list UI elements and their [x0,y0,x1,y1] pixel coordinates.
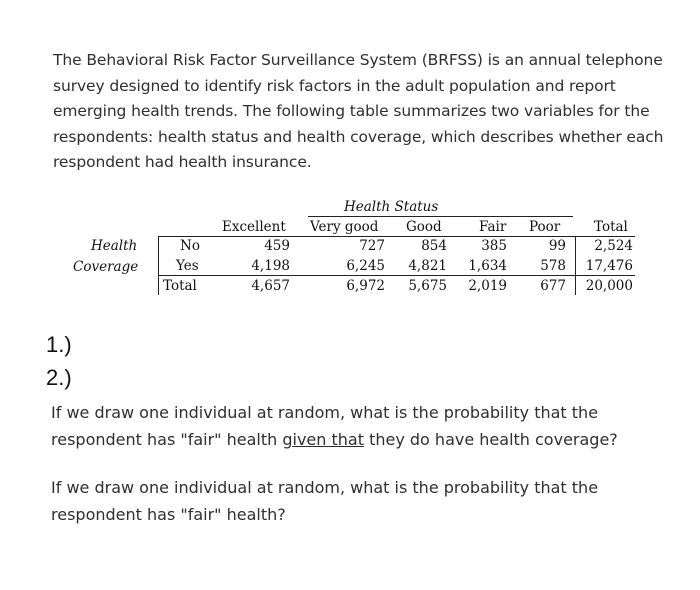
table-cell: 578 [540,258,566,274]
table-cell: 17,476 [585,258,633,274]
table-cell: 1,634 [468,258,507,274]
question-1-part2: they do have health coverage? [364,430,618,449]
table-cell: 854 [421,238,447,254]
question-1-given-that: given that [282,430,364,449]
header-rule [308,216,573,217]
table-cell: 4,198 [251,258,290,274]
row-label-total: Total [163,278,197,294]
table-rule [158,236,635,237]
table-cell: 6,245 [346,258,385,274]
table-cell: 99 [548,238,566,254]
table-cell: 2,019 [468,278,507,294]
table-cell: 677 [540,278,566,294]
col-header-excellent: Excellent [222,219,286,235]
col-header-total: Total [594,219,628,235]
table-cell: 4,657 [251,278,290,294]
table-vrule [575,236,576,295]
table-cell: 4,821 [408,258,447,274]
row-label-yes: Yes [176,258,199,274]
row-label-no: No [180,238,200,254]
question-1 [51,399,671,453]
table-cell: 20,000 [585,278,633,294]
col-header-very-good: Very good [310,219,379,235]
intro-paragraph: The Behavioral Risk Factor Surveillance System (BRFSS) is an annual telephone survey designed to identify risk factors in the adult population and report emerging health trends. The following table summarizes two variables for the respondents: health status and health coverage, which describes whether each respondent had health insurance. [53,51,664,171]
table-rule [158,275,635,276]
table-cell: 2,524 [594,238,633,254]
col-header-fair: Fair [479,219,507,235]
row-header-coverage: Coverage [73,259,139,275]
question-2: If we draw one individual at random, what is the probability that the respondent has "fair" health? [51,478,599,524]
table-cell: 459 [264,238,290,254]
table-vrule [158,236,159,295]
row-header-health: Health [91,238,138,254]
col-header-good: Good [406,219,442,235]
question-1-part1: If we draw one individual at random, what is the probability that the respondent has "fair" health [51,403,599,449]
table-cell: 727 [359,238,385,254]
table-cell: 6,972 [346,278,385,294]
table-title: Health Status [344,199,439,215]
table-cell: 385 [481,238,507,254]
table-cell: 5,675 [408,278,447,294]
marker-1: 1.) [46,332,72,357]
marker-2: 2.) [46,365,72,390]
col-header-poor: Poor [529,219,561,235]
